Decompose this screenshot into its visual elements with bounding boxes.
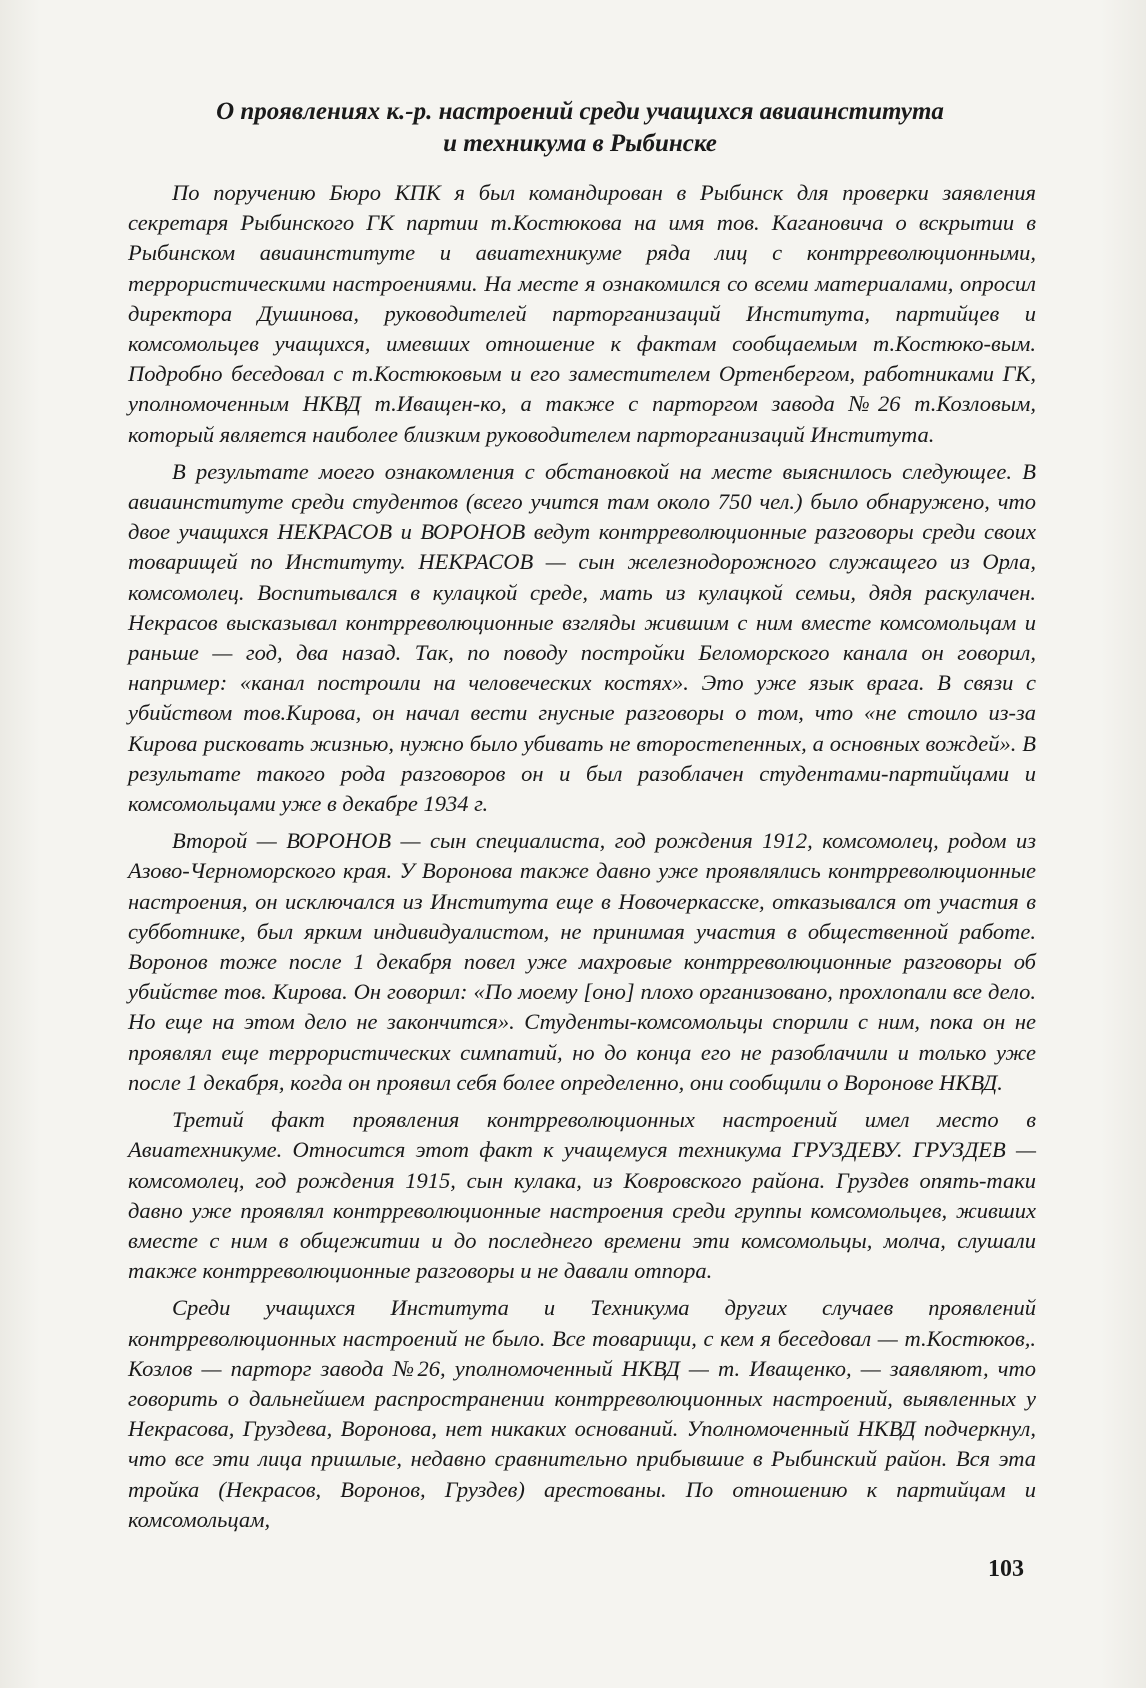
- paragraph-1: По поручению Бюро КПК я был командирован в Рыбинск для проверки заявления секретаря Рыбинского ГК партии т.Костюкова на имя тов. Кагановича о вскрытии в Рыбинском авиаинституте и авиатехникуме ряда лиц с контрреволюционными, террористическими настроениями. На месте я ознакомился со всеми материалами, опросил директора Душинова, руководителей парторганизаций Института, партийцев и комсомольцев учащихся, имевших отношение к фактам сообщаемым т.Костюко-вым. Подробно беседовал с т.Костюковым и его заместителем Ортенбергом, работниками ГК, уполномоченным НКВД т.Иващен-ко, а также с парторгом завода №26 т.Козловым, который является наиболее близким руководителем парторганизаций Института.: [128, 180, 1036, 447]
- paragraph-3: Второй — ВОРОНОВ — сын специалиста, год рождения 1912, комсомолец, родом из Азово-Черноморского края. У Воронова также давно уже проявлялись контрреволюционные настроения, он исключался из Института еще в Новочеркасске, отказывался от участия в субботнике, был ярким индивидуалистом, не принимая участия в общественной работе. Воронов тоже после 1 декабря повел уже махровые контрреволюционные разговоры об убийстве тов. Кирова. Он говорил: «По моему [оно] плохо организовано, прохлопали все дело. Но еще на этом дело не закончится». Студенты-комсомольцы спорили с ним, пока он не проявлял еще террористических симпатий, но до конца его не разоблачили и только уже после 1 декабря, когда он проявил себя более определенно, они сообщили о Воронове НКВД.: [128, 828, 1036, 1095]
- document-body: [128, 178, 1036, 1542]
- title-line-2: и техникума в Рыбинске: [443, 130, 717, 157]
- paragraph-5: Среди учащихся Института и Техникума других случаев проявлений контрреволюционных настроений не было. Все товарищи, с кем я беседовал — т.Костюков,. Козлов — парторг завода №26, уполномоченный НКВД — т. Иващенко, — заявляют, что говорить о дальнейшем распространении контрреволюционных настроений, выявленных у Некрасова, Груздева, Воронова, нет никаких оснований. Уполномоченный НКВД подчеркнул, что все эти лица пришлые, недавно сравнительно прибывшие в Рыбинский район. Вся эта тройка (Некрасов, Воронов, Груздев) арестованы. По отношению к партийцам и комсомольцам,: [128, 1295, 1036, 1532]
- document-title: [120, 96, 1040, 160]
- title-line-1: О проявлениях к.-р. настроений среди учащихся авиаинститута: [216, 98, 944, 125]
- paragraph-2: В результате моего ознакомления с обстановкой на месте выяснилось следующее. В авиаинституте среди студентов (всего учится там около 750 чел.) было обнаружено, что двое учащихся НЕКРАСОВ и ВОРОНОВ ведут контрреволюционные разговоры среди своих товарищей по Институту. НЕКРАСОВ — сын железнодорожного служащего из Орла, комсомолец. Воспитывался в кулацкой среде, мать из кулацкой семьи, дядя раскулачен. Некрасов высказывал контрреволюционные взгляды жившим с ним вместе комсомольцам и раньше — год, два назад. Так, по поводу постройки Беломорского канала он говорил, например: «канал построили на человеческих костях». Это уже язык врага. В связи с убийством тов.Кирова, он начал вести гнусные разговоры о том, что «не стоило из-за Кирова рисковать жизнью, нужно было убивать не второстепенных, а основных вождей». В результате такого рода разговоров он и был разоблачен студентами-партийцами и комсомольцами уже в декабре 1934 г.: [128, 458, 1036, 817]
- paragraph-4: Третий факт проявления контрреволюционных настроений имел место в Авиатехникуме. Относится этот факт к учащемуся техникума ГРУЗДЕВУ. ГРУЗДЕВ — комсомолец, год рождения 1915, сын кулака, из Ковровского района. Груздев опять-таки давно уже проявлял контрреволюционные настроения среди группы комсомольцев, живших вместе с ним в общежитии и до последнего времени эти комсомольцы, молча, слушали также контрреволюционные разговоры и не давали отпора.: [128, 1107, 1036, 1284]
- page-number: 103: [988, 1556, 1024, 1582]
